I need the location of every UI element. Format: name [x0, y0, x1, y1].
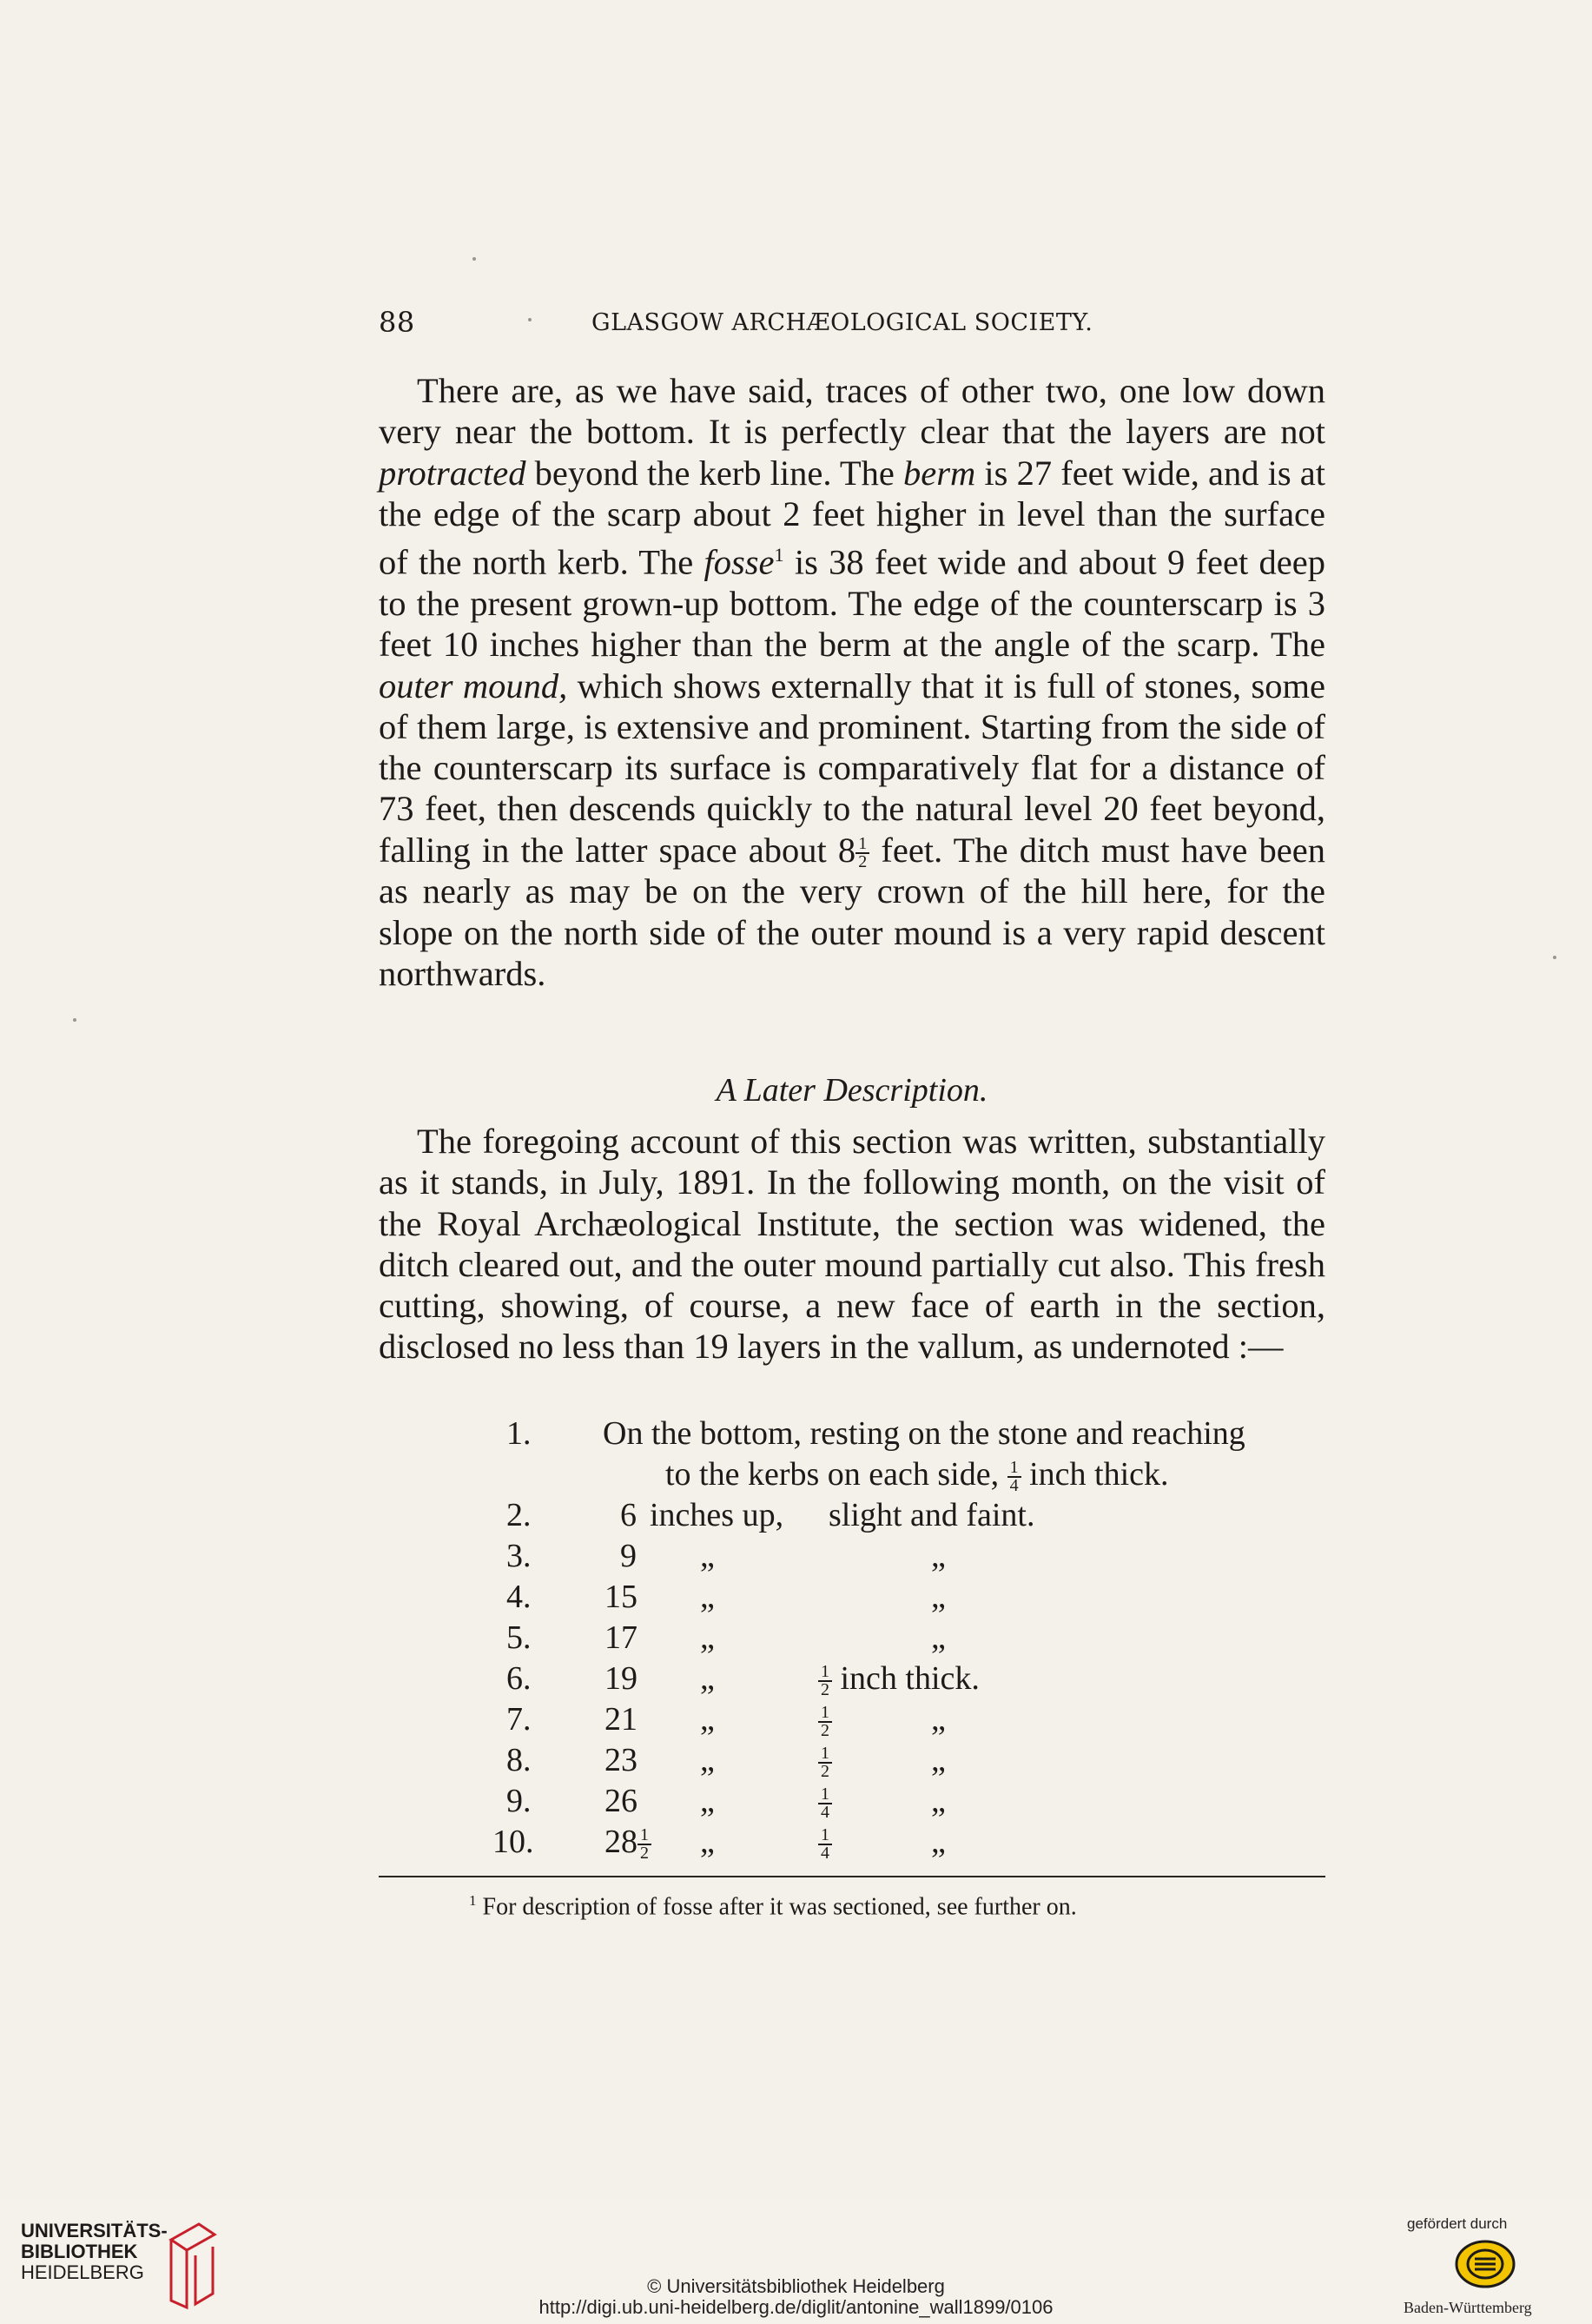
paragraph-2: [379, 1121, 1325, 1367]
ditto-mark: „: [700, 1660, 715, 1697]
footnote-text: For description of fosse after it was sectioned, see further on.: [482, 1893, 1077, 1921]
ditto-mark: „: [931, 1824, 946, 1860]
ditto-mark: „: [700, 1742, 715, 1778]
library-logo-text: UNIVERSITÄTS- BIBLIOTHEK HEIDELBERG: [21, 2220, 168, 2283]
item-number: 4.: [506, 1579, 532, 1615]
ditto-mark: „: [931, 1579, 946, 1615]
footnote-marker: 1: [469, 1892, 477, 1909]
item-height: 26: [604, 1783, 637, 1819]
item-number: 6.: [506, 1660, 532, 1697]
scan-speck: [1553, 956, 1556, 959]
ditto-mark: „: [931, 1701, 946, 1738]
paragraph-1-text: which shows externally that it is full of stones, some of them large, is extensive and prominent. Starting from the side of the counterscarp its surface is comparatively flat for a distance of 73 feet, then descends quickly to the natural level 20 feet beyond, falling in the latter space about 8: [379, 665, 1325, 870]
ditto-mark: „: [700, 1579, 715, 1615]
ditto-mark: „: [700, 1701, 715, 1738]
item-number: 9.: [506, 1783, 532, 1819]
emphasis-berm: berm: [903, 453, 976, 493]
paragraph-1-text: beyond the kerb line. The: [525, 453, 904, 493]
running-title: GLASGOW ARCHÆOLOGICAL SOCIETY.: [591, 309, 1093, 336]
running-header: [379, 306, 1325, 341]
footnote: [469, 1892, 1251, 1921]
item-height: 19: [604, 1660, 637, 1697]
ditto-mark: „: [931, 1742, 946, 1778]
item-thickness: $\frac{1}{4}$: [818, 1823, 832, 1862]
item-number: 2.: [506, 1497, 532, 1533]
item-number: 3.: [506, 1538, 532, 1574]
ditto-mark: „: [700, 1783, 715, 1819]
page-number: 88: [379, 306, 415, 339]
item-number: 8.: [506, 1742, 532, 1778]
item-number: 10.: [492, 1824, 534, 1860]
item-text: On the bottom, resting on the stone and reaching: [603, 1415, 1245, 1452]
scan-speck: [73, 1018, 76, 1022]
item-thickness: $\frac{1}{2}$: [818, 1741, 832, 1780]
item-thickness: $\frac{1}{2}$: [818, 1700, 832, 1739]
item-height: 23: [604, 1742, 637, 1778]
paragraph-1-text: feet. The ditch must have been as nearly as may be on the very crown of the hill here, for the slope on the north side of the outer mound is a very rapid descent northwards.: [379, 830, 1326, 994]
footnote-reference: 1: [774, 544, 784, 566]
item-number: 7.: [506, 1701, 532, 1738]
item-height: 21: [604, 1701, 637, 1738]
item-thickness: $\frac{1}{2}$ inch thick.: [818, 1659, 980, 1698]
item-height: 6: [620, 1497, 637, 1533]
sponsor-label: gefördert durch: [1407, 2215, 1508, 2232]
paragraph-1: [379, 370, 1325, 994]
item-text: slight and faint.: [829, 1497, 1035, 1533]
section-heading: A Later Description.: [716, 1072, 988, 1109]
footnote-rule: [379, 1876, 1325, 1877]
emphasis-fosse: fosse: [704, 542, 775, 582]
item-height: 9: [620, 1538, 637, 1574]
fraction-quarter: $\frac{1}{4}$: [1007, 1460, 1021, 1494]
emphasis-outer-mound: outer mound,: [379, 665, 568, 705]
emphasis-protracted: protracted: [379, 453, 526, 493]
item-height: 15: [604, 1579, 637, 1615]
item-number: 1.: [506, 1415, 532, 1452]
sponsor-name: Baden-Württemberg: [1404, 2299, 1532, 2316]
item-height: 17: [604, 1619, 637, 1656]
item-unit: inches up,: [650, 1497, 784, 1533]
paragraph-1-text: There are, as we have said, traces of other two, one low down very near the bottom. It is perfectly clear that the layers are not: [379, 371, 1325, 452]
paragraph-1-text: is 27 feet wide, and is at the edge of the scarp about 2 feet higher in level than the surface of the north kerb. The: [379, 453, 1325, 582]
copyright-notice: © Universitätsbibliothek Heidelberg http://digi.ub.uni-heidelberg.de/diglit/antonine_wall1899/0106: [538, 2275, 1054, 2318]
item-number: 5.: [506, 1619, 532, 1656]
ditto-mark: „: [700, 1824, 715, 1860]
item-text: to the kerbs on each side, $\frac{1}{4}$ inch thick.: [665, 1456, 1169, 1496]
item-thickness: $\frac{1}{4}$: [818, 1782, 832, 1821]
scan-speck: [472, 257, 476, 261]
state-coat-of-arms-icon: [1453, 2238, 1517, 2290]
fraction-half: $\frac{1}{2}$: [855, 836, 869, 871]
ditto-mark: „: [931, 1538, 946, 1574]
ditto-mark: „: [931, 1783, 946, 1819]
permalink[interactable]: http://digi.ub.uni-heidelberg.de/diglit/antonine_wall1899/0106: [538, 2296, 1054, 2318]
ditto-mark: „: [700, 1619, 715, 1656]
ditto-mark: „: [700, 1538, 715, 1574]
ditto-mark: „: [931, 1619, 946, 1656]
paragraph-1-text: is 38 feet wide and about 9 feet deep to the present grown-up bottom. The edge of the counterscarp is 3 feet 10 inches higher than the berm at the angle of the scarp. The: [379, 542, 1325, 665]
paragraph-2-text: The foregoing account of this section was written, substantially as it stands, in July, 1891. In the following month, on the visit of the Royal Archæological Institute, the section was widened, the ditch cleared out, and the outer mound partially cut also. This fresh cutting, showing, of course, a new face of earth in the section, disclosed no less than 19 layers in the vallum, as undernoted :—: [379, 1122, 1325, 1367]
item-height: 28 $\frac{1}{2}$: [604, 1823, 651, 1862]
